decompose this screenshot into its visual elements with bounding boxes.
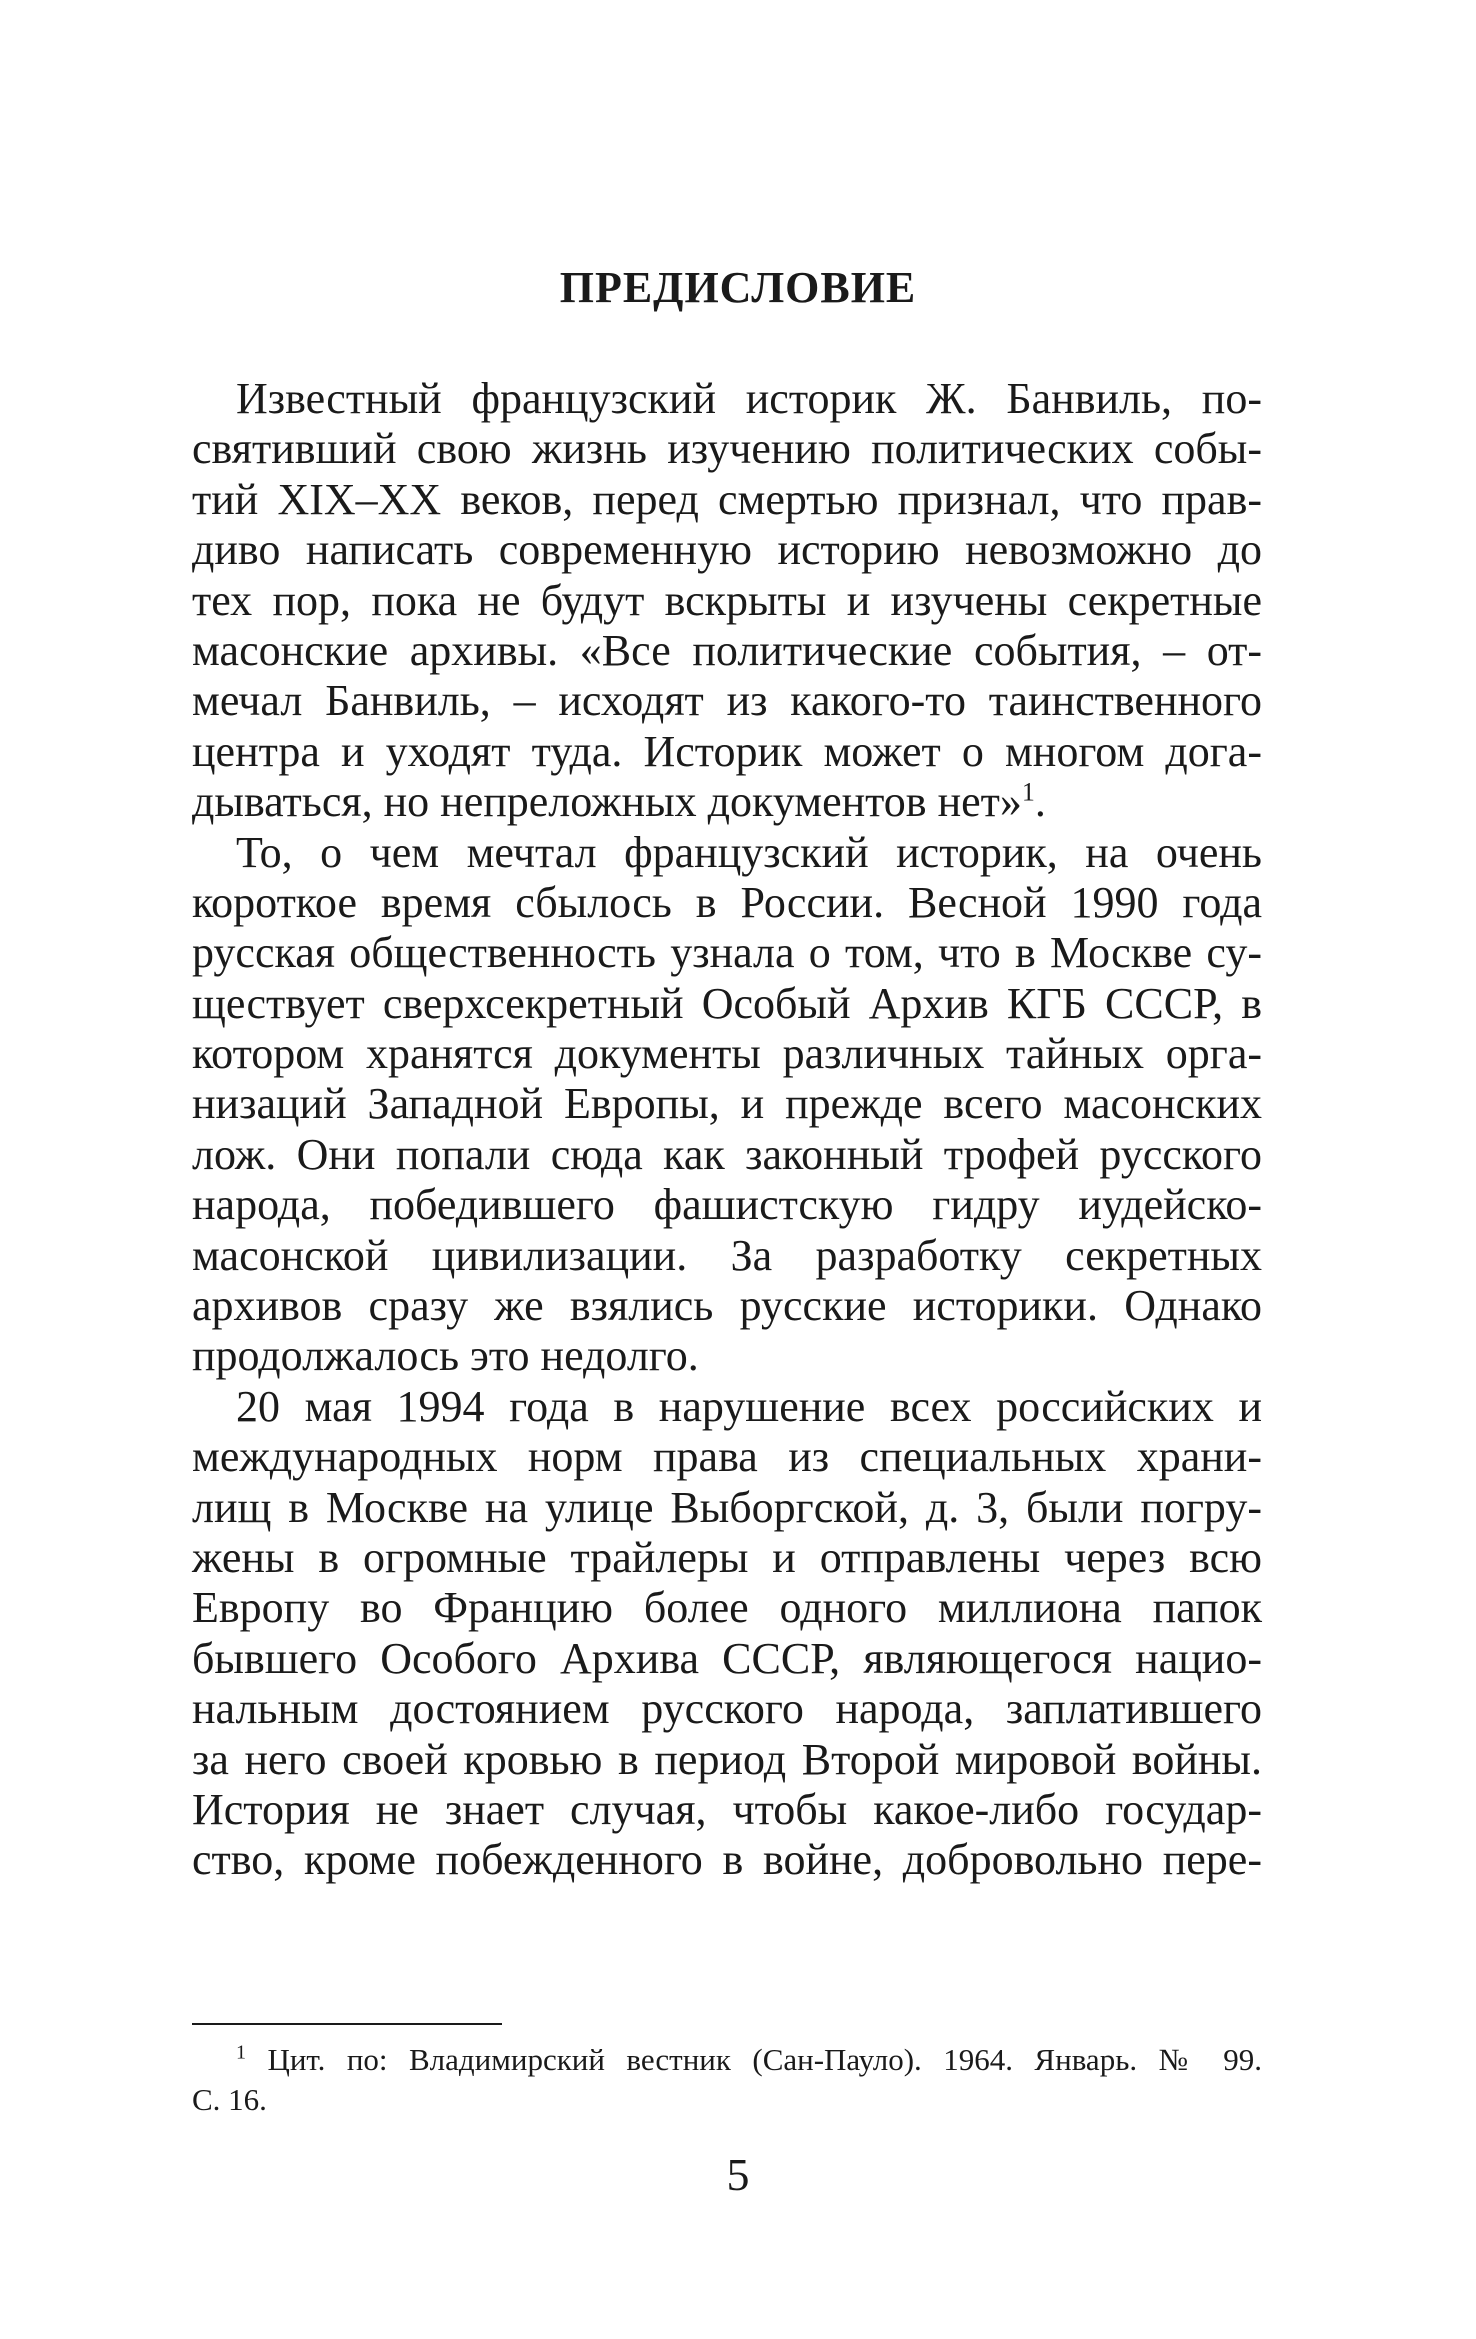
text-line: низаций Западной Европы, и прежде всего масонских: [192, 1079, 1262, 1129]
text-line: тех пор, пока не будут вскрыты и изучены секретные: [192, 575, 1262, 625]
text-line: лож. Они попали сюда как законный трофей русского: [192, 1129, 1262, 1179]
text-line: архивов сразу же взялись русские историки. Однако: [192, 1281, 1262, 1331]
text-line: народа, победившего фашистскую гидру иудейско-: [192, 1180, 1262, 1230]
footnote-divider: [192, 2023, 502, 2025]
text-line: центра и уходят туда. Историк может о многом дога-: [192, 726, 1262, 776]
text-line: русская общественность узнала о том, что в Москве су-: [192, 928, 1262, 978]
footnote-reference-suffix: .: [1034, 777, 1046, 827]
text-line: масонской цивилизации. За разработку секретных: [192, 1230, 1262, 1280]
footnote-line: [192, 2040, 1262, 2080]
text-line: Европу во Францию более одного миллиона папок: [192, 1583, 1262, 1633]
text-line: продолжалось это недолго.: [192, 1331, 699, 1381]
text-line: История не знает случая, чтобы какое-либо государ-: [192, 1784, 1262, 1834]
footnote-text: Цит. по: Владимирский вестник (Сан-Пауло). 1964. Январь. № 99.: [246, 2042, 1262, 2077]
text-line: ществует сверхсекретный Особый Архив КГБ СССР, в: [192, 978, 1262, 1028]
text-line: за него своей кровью в период Второй мировой войны.: [192, 1734, 1262, 1784]
text-line: мечал Банвиль, – исходят из какого-то таинственного: [192, 676, 1262, 726]
text-line: жены в огромные трайлеры и отправлены через всю: [192, 1532, 1262, 1582]
text-line: короткое время сбылось в России. Весной 1990 года: [192, 877, 1262, 927]
text-line: диво написать современную историю невозможно до: [192, 525, 1262, 575]
footnote-reference: 1: [1021, 777, 1035, 807]
footnote-marker: 1: [236, 2041, 246, 2064]
text-line: [192, 777, 1262, 827]
text-line: 20 мая 1994 года в нарушение всех российских и: [236, 1381, 1262, 1431]
page-number: 5: [726, 2149, 750, 2200]
text-line: котором хранятся документы различных тайных орга-: [192, 1029, 1262, 1079]
text-line: тий XIX–XX веков, перед смертью признал, что прав-: [192, 474, 1262, 524]
footnote-line: С. 16.: [192, 2082, 267, 2117]
footnote: [192, 2040, 1262, 2120]
text-line: святивший свою жизнь изучению политических собы-: [192, 424, 1262, 474]
text-line: нальным достоянием русского народа, заплатившего: [192, 1684, 1262, 1734]
body-text: [192, 374, 1262, 1886]
text-line: международных норм права из специальных храни-: [192, 1432, 1262, 1482]
text-line: лищ в Москве на улице Выборгской, д. 3, были погру-: [192, 1482, 1262, 1532]
text-line: Известный французский историк Ж. Банвиль, по-: [236, 374, 1262, 423]
text-line: бывшего Особого Архива СССР, являющегося нацио-: [192, 1633, 1262, 1683]
text-line: масонские архивы. «Все политические события, – от-: [192, 625, 1262, 675]
chapter-heading: ПРЕДИСЛОВИЕ: [559, 263, 917, 312]
text-line: То, о чем мечтал французский историк, на очень: [236, 827, 1262, 877]
text-line: ство, кроме побежденного в войне, добровольно пере-: [192, 1835, 1262, 1885]
text-line-content: дываться, но непреложных документов нет»: [192, 777, 1022, 827]
